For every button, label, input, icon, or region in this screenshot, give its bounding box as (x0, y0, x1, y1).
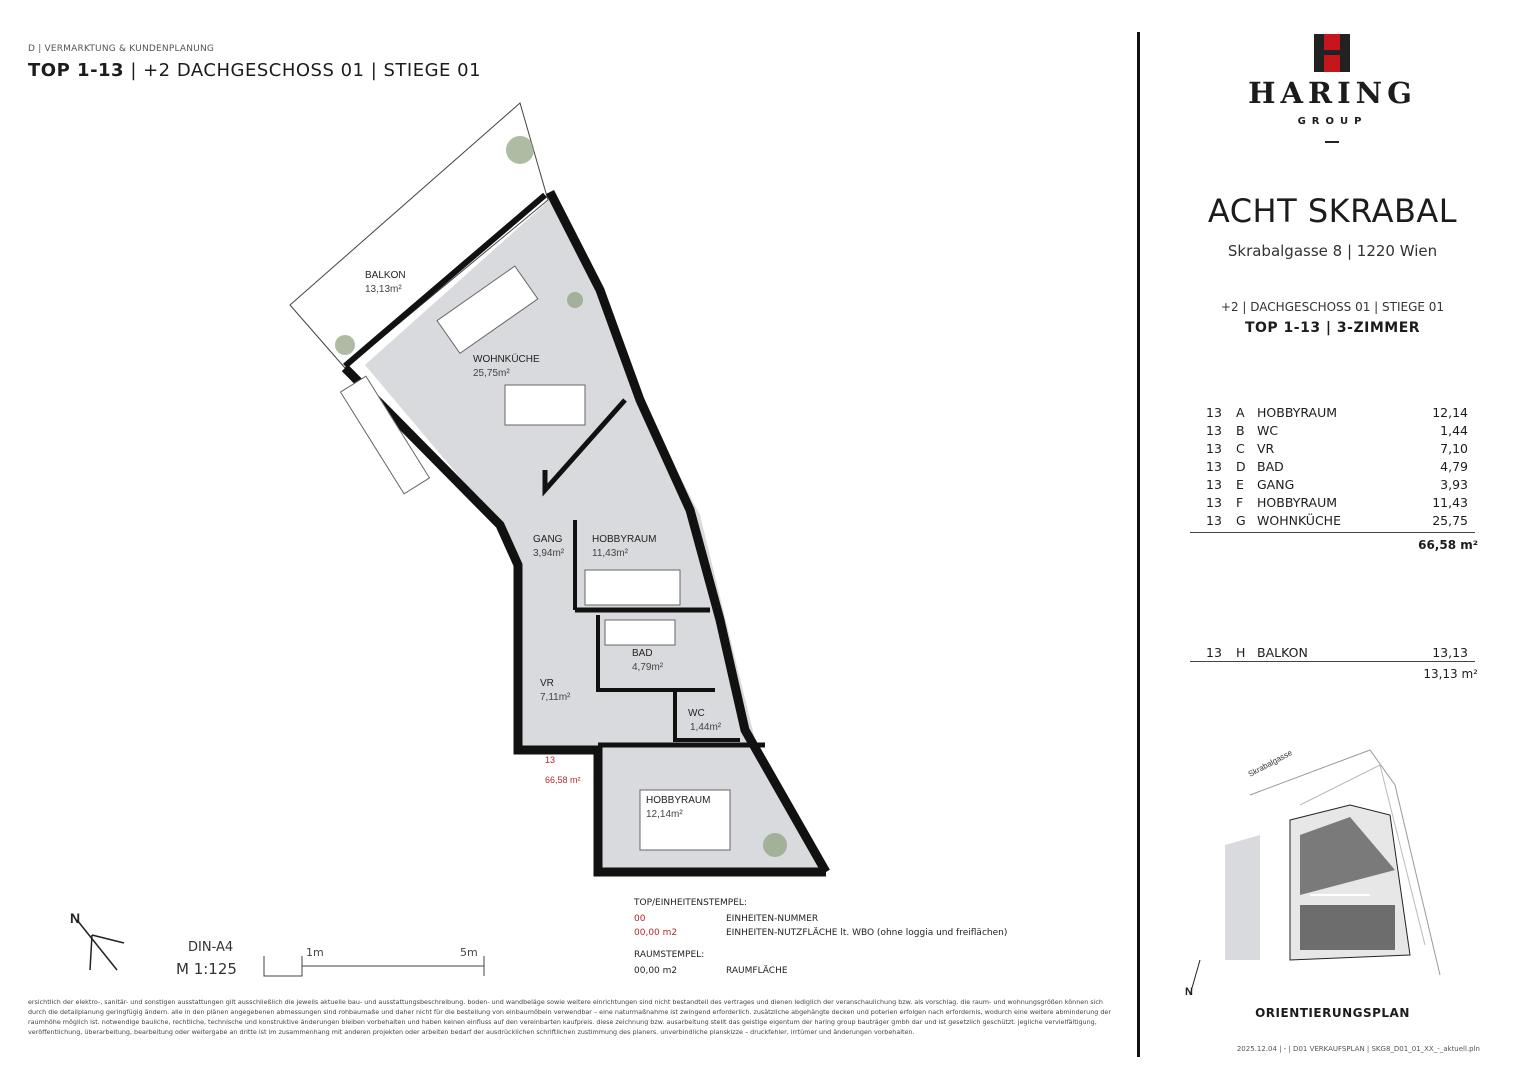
row-letter: F (1236, 495, 1244, 510)
project-address: Skrabalgasse 8 | 1220 Wien (1227, 242, 1438, 260)
table-row (1190, 423, 1478, 441)
row-area: 13,13 (1432, 645, 1468, 660)
stamp-heading-room: RAUMSTEMPEL: (634, 950, 705, 960)
unit-stamp-area: 66,58 m² (545, 775, 581, 785)
label-wc: WC (688, 708, 705, 719)
logo-dash (1325, 141, 1339, 143)
row-area: 3,93 (1440, 477, 1468, 492)
row-letter: B (1236, 423, 1245, 438)
rooms-total: 66,58 m² (1418, 538, 1478, 552)
logo-group: GROUP (1297, 116, 1368, 127)
row-top: 13 (1206, 477, 1222, 492)
row-room: BAD (1257, 459, 1284, 474)
row-room: WC (1257, 423, 1279, 438)
row-area: 7,10 (1440, 441, 1468, 456)
row-top: 13 (1206, 495, 1222, 510)
table-divider (1190, 532, 1475, 533)
scale-mark-5m: 5m (460, 946, 478, 959)
label-gang-area: 3,94m² (533, 548, 565, 559)
row-room: HOBBYRAUM (1257, 405, 1338, 420)
stamp-room-sample: 00,00 m2 (634, 966, 678, 976)
stamp-area-sample: 00,00 m2 (634, 928, 678, 938)
north-label: N (70, 910, 81, 926)
room-table (1190, 405, 1478, 531)
row-area: 25,75 (1432, 513, 1468, 528)
label-hobby1: HOBBYRAUM (592, 534, 657, 545)
table-row (1190, 405, 1478, 423)
project-unit: TOP 1-13 | 3-ZIMMER (1244, 320, 1421, 336)
row-room: GANG (1257, 477, 1295, 492)
row-top: 13 (1206, 441, 1222, 456)
label-balkon-area: 13,13m² (365, 284, 402, 295)
label-hobby2: HOBBYRAUM (646, 795, 711, 806)
row-room: WOHNKÜCHE (1257, 513, 1341, 528)
scale-mark-1m: 1m (306, 946, 324, 959)
legal-disclaimer: ersichtlich der elektro-, sanitär- und sonstigen ausstattungen gilt ausschließlich die jeweils aktuelle bau- und ausstattungsbeschreibung. boden- und wandbeläge sowie weitere einrichtungen sind nicht bestandteil des vertrages und dienen lediglich der veranschaulichung bzw. als vorschlag. die raum- und wohnungsgrößen können sich durch die detailplanung geringfügig ändern. alle in den plänen angegebenen abmessungen sind rohbaumaße und daher nicht für die bestellung von einbaumöbeln verwendbar – eine naturmaßnahme ist zwingend erforderlich. zusätzliche abgehängte decken und poterien erfolgen nach erfordernis, wodurch eine weitere abminderung der raumhöhe möglich ist. notwendige bauliche, rechtliche, technische und konstruktive änderungen bleiben vorbehalten und haben keinen einfluss auf den vereinbarten kaufpreis. diese zeichnung bzw. ausarbeitung stellt das geistige eigentum der haring group bauträger gmbh dar und ist gesetzlich geschützt. jegliche vervielfältigung, veröffentlichung, überarbeitung, bearbeitung oder weitergabe an dritte ist im zusammenhang mit anderen projekten oder arbeiten bedarf der ausdrücklichen schriftlichen zustimmung des planers. unverbindliche planskizze – druckfehler, irrtümer und änderungen vorbehalten. (28, 998, 1111, 1036)
label-wohnkueche-area: 25,75m² (473, 368, 510, 379)
table-row (1190, 441, 1478, 459)
plant-4 (567, 292, 583, 308)
row-area: 1,44 (1440, 423, 1468, 438)
sidebar-divider (1137, 32, 1140, 1057)
stamp-room-label: RAUMFLÄCHE (726, 966, 788, 976)
project-floor: +2 | DACHGESCHOSS 01 | STIEGE 01 (1220, 300, 1445, 314)
logo-wordmark: HARING (1248, 76, 1417, 110)
paper-format: DIN-A4 (188, 940, 234, 955)
bed-1 (585, 570, 680, 605)
row-letter: E (1236, 477, 1244, 492)
row-top: 13 (1206, 513, 1222, 528)
stamp-num-sample: 00 (634, 914, 646, 924)
plant-2 (335, 335, 355, 355)
label-hobby1-area: 11,43m² (592, 548, 628, 559)
outdoor-total: 13,13 m² (1423, 667, 1478, 681)
row-area: 12,14 (1432, 405, 1468, 420)
bathtub (605, 620, 675, 645)
row-room: HOBBYRAUM (1257, 495, 1338, 510)
stamp-heading-unit: TOP/EINHEITENSTEMPEL: (634, 898, 747, 908)
outdoor-divider (1190, 661, 1475, 662)
row-top: 13 (1206, 423, 1222, 438)
label-bad-area: 4,79m² (632, 662, 664, 673)
street-label: Skrabalgasse (1246, 748, 1294, 779)
row-letter: G (1236, 513, 1246, 528)
row-area: 4,79 (1440, 459, 1468, 474)
label-bad: BAD (632, 648, 653, 659)
plant-3 (763, 833, 787, 857)
label-wc-area: 1,44m² (690, 722, 722, 733)
row-top: 13 (1206, 645, 1222, 660)
table-row (1190, 495, 1478, 513)
label-wohnkueche: WOHNKÜCHE (473, 354, 540, 365)
table-row (1190, 459, 1478, 477)
plan-code: 2025.12.04 | - | D01 VERKAUFSPLAN | SKG8_D01_01_XX_-_aktuell.pln (1236, 1045, 1480, 1053)
title-floor: | +2 DACHGESCHOSS 01 | STIEGE 01 (124, 60, 482, 81)
unit-stamp-number: 13 (545, 755, 556, 765)
row-top: 13 (1206, 405, 1222, 420)
dining-table (505, 385, 585, 425)
label-vr-area: 7,11m² (540, 692, 571, 703)
row-area: 11,43 (1432, 495, 1468, 510)
label-vr: VR (540, 678, 554, 689)
apartment-floor (365, 195, 820, 870)
stamp-num-label: EINHEITEN-NUMMER (726, 914, 819, 924)
row-letter: A (1236, 405, 1245, 420)
plant-1 (506, 136, 534, 164)
project-name: ACHT SKRABAL (1207, 192, 1458, 230)
row-letter: C (1236, 441, 1245, 456)
label-balkon: BALKON (365, 270, 406, 281)
orientation-title: ORIENTIERUNGSPLAN (1255, 1006, 1410, 1020)
north-arrow-icon (62, 905, 132, 980)
table-row (1190, 513, 1478, 531)
row-letter: H (1236, 645, 1246, 660)
document-subtitle: D | VERMARKTUNG & KUNDENPLANUNG (28, 44, 215, 54)
haring-logo-icon (1310, 34, 1354, 74)
row-letter: D (1236, 459, 1246, 474)
orient-north: N (1185, 986, 1193, 995)
row-room: BALKON (1257, 645, 1308, 660)
table-row (1190, 477, 1478, 495)
label-hobby2-area: 12,14m² (646, 809, 683, 820)
orientation-map (1180, 745, 1470, 995)
scale-bar (262, 946, 492, 978)
title-unit: TOP 1-13 (28, 60, 125, 81)
row-top: 13 (1206, 459, 1222, 474)
stamp-area-label: EINHEITEN-NUTZFLÄCHE lt. WBO (ohne loggia und freiflächen) (726, 928, 1008, 938)
row-room: VR (1257, 441, 1275, 456)
label-gang: GANG (533, 534, 563, 545)
scale-ratio: M 1:125 (176, 960, 237, 978)
